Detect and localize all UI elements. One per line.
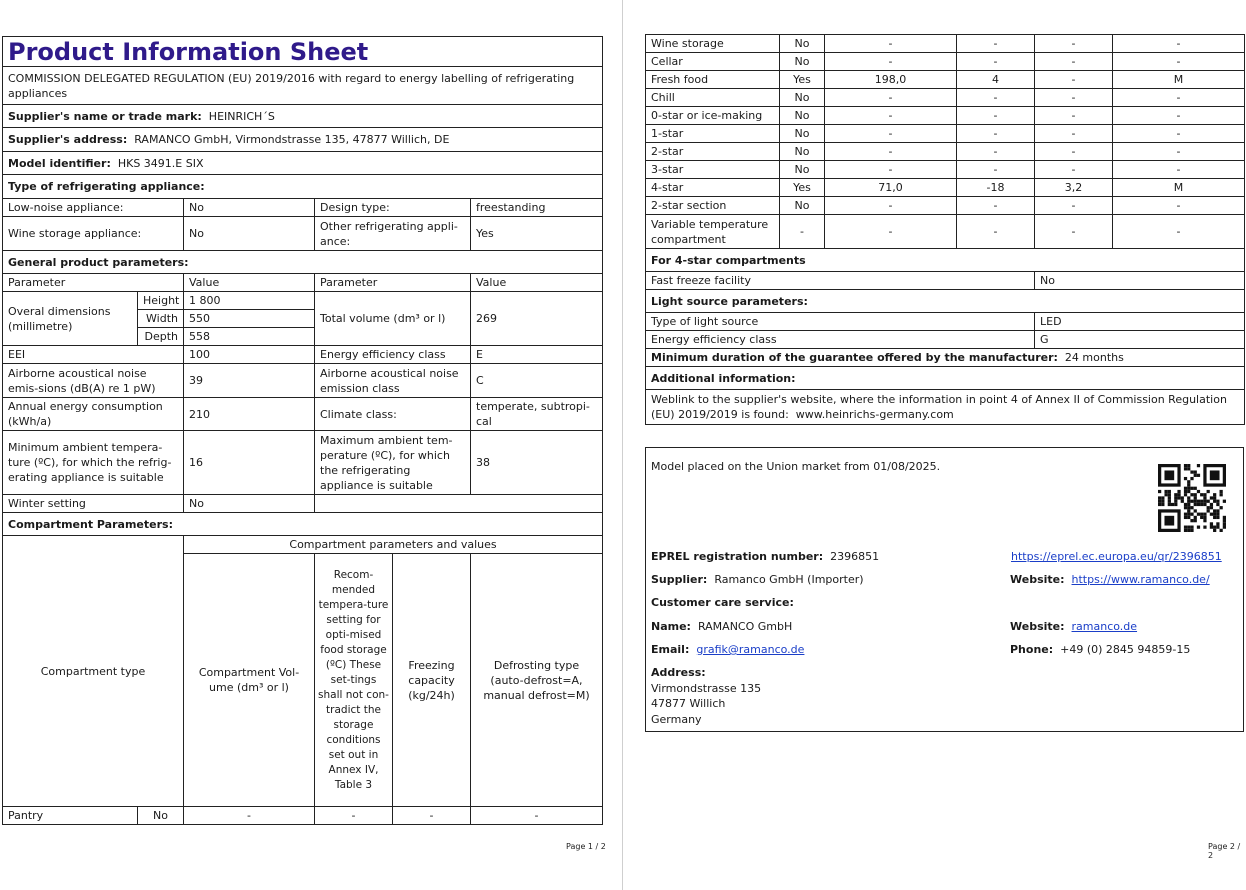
compartment-temp: - bbox=[957, 53, 1035, 71]
compartment-name: 2-star section bbox=[646, 197, 780, 215]
compartment-freezing: - bbox=[1035, 161, 1113, 179]
website-label: Website: bbox=[1010, 573, 1065, 586]
wine-storage-value: No bbox=[184, 217, 315, 251]
noise-class-value: C bbox=[471, 364, 603, 398]
compartment-name: 2-star bbox=[646, 143, 780, 161]
compartment-volume: 198,0 bbox=[825, 71, 957, 89]
compartment-temp: -18 bbox=[957, 179, 1035, 197]
compartment-defrost: - bbox=[1113, 107, 1245, 125]
guarantee-label: Minimum duration of the guarantee offered by the manufacturer: bbox=[651, 351, 1058, 364]
compartment-volume: - bbox=[825, 89, 957, 107]
compartment-volume: - bbox=[825, 107, 957, 125]
compartment-present: Yes bbox=[780, 179, 825, 197]
model-identifier-row bbox=[3, 152, 603, 175]
compartment-name: 1-star bbox=[646, 125, 780, 143]
compartment-present: No bbox=[780, 161, 825, 179]
supplier-name-label: Supplier's name or trade mark: bbox=[8, 109, 202, 123]
col-freezing-capacity: Freezing capacity (kg/24h) bbox=[393, 554, 471, 807]
compartment-freezing: - bbox=[1035, 71, 1113, 89]
compartment-present: No bbox=[780, 107, 825, 125]
fast-freeze-label: Fast freeze facility bbox=[646, 272, 1035, 290]
other-refrigerating-label: Other refrigerating appli-ance: bbox=[315, 217, 471, 251]
phone-label: Phone: bbox=[1010, 643, 1054, 656]
weblink-text: Weblink to the supplier's website, where the information in point 4 of Annex II of Commission Regulation (EU) 2019/2019 is found: bbox=[651, 393, 1227, 421]
supplier-address-label: Supplier's address: bbox=[8, 133, 128, 146]
width-value: 550 bbox=[184, 310, 315, 328]
col-recommended-temp: Recom-mended tempera-ture setting for opti-mised food storage (ºC) These set-tings shall not con-tradict the storage conditions set out in Annex IV, Table 3 bbox=[315, 554, 393, 807]
compartment-defrost: - bbox=[1113, 89, 1245, 107]
eprel-row bbox=[651, 549, 879, 564]
height-value: 1 800 bbox=[184, 292, 315, 310]
website-link[interactable]: https://www.ramanco.de/ bbox=[1071, 573, 1210, 586]
compartment-row bbox=[646, 53, 1245, 71]
eprel-link[interactable]: https://eprel.ec.europa.eu/qr/2396851 bbox=[1011, 550, 1222, 563]
compartment-temp: - bbox=[957, 161, 1035, 179]
compartment-parameters-heading: Compartment Parameters: bbox=[3, 513, 603, 536]
compartment-row bbox=[646, 143, 1245, 161]
annual-energy-label: Annual energy consumption (kWh/a) bbox=[3, 398, 184, 431]
pantry-name: Pantry bbox=[3, 807, 138, 825]
max-temp-value: 38 bbox=[471, 431, 603, 495]
noise-value: 39 bbox=[184, 364, 315, 398]
address-line-1: Virmondstrasse 135 bbox=[651, 682, 762, 695]
phone-value: +49 (0) 2845 94859-15 bbox=[1060, 643, 1191, 656]
model-identifier-value: HKS 3491.E SIX bbox=[117, 156, 204, 170]
light-type-label: Type of light source bbox=[646, 313, 1035, 331]
col-parameter-2: Parameter bbox=[315, 274, 471, 292]
winter-setting-value: No bbox=[184, 495, 315, 513]
design-type-value: freestanding bbox=[471, 199, 603, 217]
supplier-address-value: RAMANCO GmbH, Virmondstrasse 135, 47877 Willich, DE bbox=[134, 133, 450, 146]
compartment-temp: - bbox=[957, 125, 1035, 143]
compartment-row bbox=[646, 215, 1245, 249]
name-value: RAMANCO GmbH bbox=[697, 620, 793, 633]
low-noise-label: Low-noise appliance: bbox=[3, 199, 184, 217]
weblink-row bbox=[646, 390, 1245, 425]
guarantee-row bbox=[646, 349, 1245, 367]
other-refrigerating-value: Yes bbox=[471, 217, 603, 251]
compartment-name: 4-star bbox=[646, 179, 780, 197]
compartment-name: Variable temperature compartment bbox=[646, 215, 780, 249]
compartment-freezing: - bbox=[1035, 89, 1113, 107]
compartment-temp: - bbox=[957, 215, 1035, 249]
compartment-temp: - bbox=[957, 89, 1035, 107]
compartment-freezing: - bbox=[1035, 125, 1113, 143]
pantry-volume: - bbox=[184, 807, 315, 825]
compartment-freezing: - bbox=[1035, 35, 1113, 53]
winter-empty bbox=[315, 495, 603, 513]
compartment-freezing: - bbox=[1035, 53, 1113, 71]
compartment-freezing: - bbox=[1035, 143, 1113, 161]
website2-label: Website: bbox=[1010, 620, 1065, 633]
phone-row bbox=[1010, 642, 1190, 657]
col-defrosting-type: Defrosting type (auto-defrost=A, manual defrost=M) bbox=[471, 554, 603, 807]
placed-on-market-text: Model placed on the Union market from 01/08/2025. bbox=[651, 460, 941, 473]
address-line-3: Germany bbox=[651, 713, 702, 726]
page-number-1: Page 1 / 2 bbox=[566, 842, 606, 851]
compartment-present: No bbox=[780, 143, 825, 161]
depth-value: 558 bbox=[184, 328, 315, 346]
compartment-rows bbox=[646, 35, 1245, 249]
pantry-defrost: - bbox=[471, 807, 603, 825]
supplier-name-value: HEINRICH´S bbox=[208, 109, 275, 123]
compartment-name: Cellar bbox=[646, 53, 780, 71]
compartment-defrost: - bbox=[1113, 35, 1245, 53]
supplier-name-row bbox=[3, 105, 603, 128]
weblink-value: www.heinrichs-germany.com bbox=[795, 408, 954, 421]
compartment-row bbox=[646, 125, 1245, 143]
eprel-value: 2396851 bbox=[830, 550, 880, 563]
annual-energy-value: 210 bbox=[184, 398, 315, 431]
wine-storage-label: Wine storage appliance: bbox=[3, 217, 184, 251]
eei-label: EEI bbox=[3, 346, 184, 364]
page-title: Product Information Sheet bbox=[3, 37, 603, 67]
compartment-freezing: - bbox=[1035, 107, 1113, 125]
compartment-volume: - bbox=[825, 143, 957, 161]
eprel-label: EPREL registration number: bbox=[651, 550, 824, 563]
eei-value: 100 bbox=[184, 346, 315, 364]
pantry-freezing: - bbox=[393, 807, 471, 825]
col-compartment-type: Compartment type bbox=[3, 536, 184, 807]
compartment-defrost: - bbox=[1113, 143, 1245, 161]
col-compartment-volume: Compartment Vol-ume (dm³ or l) bbox=[184, 554, 315, 807]
compartment-defrost: - bbox=[1113, 161, 1245, 179]
total-volume-value: 269 bbox=[471, 292, 603, 346]
compartment-row bbox=[646, 161, 1245, 179]
supplier-label: Supplier: bbox=[651, 573, 708, 586]
compartment-defrost: M bbox=[1113, 179, 1245, 197]
total-volume-label: Total volume (dm³ or l) bbox=[315, 292, 471, 346]
compartment-freezing: 3,2 bbox=[1035, 179, 1113, 197]
compartment-row bbox=[646, 89, 1245, 107]
design-type-label: Design type: bbox=[315, 199, 471, 217]
compartment-name: 3-star bbox=[646, 161, 780, 179]
compartment-volume: - bbox=[825, 197, 957, 215]
compartment-defrost: - bbox=[1113, 215, 1245, 249]
additional-info-heading: Additional information: bbox=[646, 367, 1245, 390]
page-divider bbox=[622, 0, 623, 890]
compartment-row bbox=[646, 107, 1245, 125]
model-info-box bbox=[645, 447, 1244, 732]
page-number-2: Page 2 / 2 bbox=[1208, 842, 1241, 860]
light-class-value: G bbox=[1035, 331, 1245, 349]
pantry-temp: - bbox=[315, 807, 393, 825]
website-row bbox=[1010, 572, 1210, 587]
overall-dimensions-label: Overal dimensions (millimetre) bbox=[3, 292, 138, 346]
compartment-name: Fresh food bbox=[646, 71, 780, 89]
compartment-name: Chill bbox=[646, 89, 780, 107]
compartment-present: No bbox=[780, 125, 825, 143]
pantry-present: No bbox=[138, 807, 184, 825]
compartment-row bbox=[646, 71, 1245, 89]
max-temp-label: Maximum ambient tem-perature (ºC), for which the refrigerating appliance is suitable bbox=[315, 431, 471, 495]
compartment-name: Wine storage bbox=[646, 35, 780, 53]
compartment-temp: - bbox=[957, 107, 1035, 125]
compartment-volume: - bbox=[825, 35, 957, 53]
supplier-address-row bbox=[3, 128, 603, 152]
col-value-2: Value bbox=[471, 274, 603, 292]
compartment-present: No bbox=[780, 35, 825, 53]
ee-class-value: E bbox=[471, 346, 603, 364]
regulation-text: COMMISSION DELEGATED REGULATION (EU) 2019/2016 with regard to energy labelling of refrigerating appliances bbox=[3, 67, 603, 105]
type-heading: Type of refrigerating appliance: bbox=[3, 175, 603, 199]
light-type-value: LED bbox=[1035, 313, 1245, 331]
email-row bbox=[651, 642, 804, 657]
name-label: Name: bbox=[651, 620, 691, 633]
climate-class-label: Climate class: bbox=[315, 398, 471, 431]
compartment-defrost: - bbox=[1113, 125, 1245, 143]
ee-class-label: Energy efficiency class bbox=[315, 346, 471, 364]
climate-class-value: temperate, subtropi-cal bbox=[471, 398, 603, 431]
winter-setting-label: Winter setting bbox=[3, 495, 184, 513]
compartment-values-heading: Compartment parameters and values bbox=[184, 536, 603, 554]
customer-care-heading: Customer care service: bbox=[651, 596, 794, 609]
compartment-volume: - bbox=[825, 215, 957, 249]
general-parameters-heading: General product parameters: bbox=[3, 251, 603, 274]
col-parameter-1: Parameter bbox=[3, 274, 184, 292]
model-identifier-label: Model identifier: bbox=[8, 156, 111, 170]
min-temp-value: 16 bbox=[184, 431, 315, 495]
height-label: Height bbox=[138, 292, 184, 310]
compartment-defrost: - bbox=[1113, 197, 1245, 215]
col-value-1: Value bbox=[184, 274, 315, 292]
compartment-temp: 4 bbox=[957, 71, 1035, 89]
compartment-freezing: - bbox=[1035, 197, 1113, 215]
compartment-defrost: - bbox=[1113, 53, 1245, 71]
compartment-defrost: M bbox=[1113, 71, 1245, 89]
email-label: Email: bbox=[651, 643, 690, 656]
supplier-value: Ramanco GmbH (Importer) bbox=[714, 573, 864, 586]
compartment-row bbox=[646, 35, 1245, 53]
address-line-2: 47877 Willich bbox=[651, 697, 726, 710]
width-label: Width bbox=[138, 310, 184, 328]
guarantee-value: 24 months bbox=[1064, 351, 1124, 364]
compartment-temp: - bbox=[957, 143, 1035, 161]
noise-class-label: Airborne acoustical noise emission class bbox=[315, 364, 471, 398]
four-star-heading: For 4-star compartments bbox=[646, 249, 1245, 272]
light-class-label: Energy efficiency class bbox=[646, 331, 1035, 349]
compartment-volume: 71,0 bbox=[825, 179, 957, 197]
depth-label: Depth bbox=[138, 328, 184, 346]
qr-code-icon bbox=[1158, 464, 1226, 532]
product-info-table-page-1 bbox=[2, 36, 603, 825]
min-temp-label: Minimum ambient tempera-ture (ºC), for which the refrig-erating appliance is suitable bbox=[3, 431, 184, 495]
website2-row bbox=[1010, 619, 1137, 634]
compartment-present: No bbox=[780, 53, 825, 71]
low-noise-value: No bbox=[184, 199, 315, 217]
fast-freeze-value: No bbox=[1035, 272, 1245, 290]
supplier-row bbox=[651, 572, 864, 587]
website2-link[interactable]: ramanco.de bbox=[1071, 620, 1138, 633]
compartment-volume: - bbox=[825, 125, 957, 143]
compartment-present: - bbox=[780, 215, 825, 249]
compartment-temp: - bbox=[957, 35, 1035, 53]
address-label: Address: bbox=[651, 666, 706, 679]
compartment-present: No bbox=[780, 197, 825, 215]
name-row bbox=[651, 619, 792, 634]
light-source-heading: Light source parameters: bbox=[646, 290, 1245, 313]
compartment-volume: - bbox=[825, 53, 957, 71]
compartment-volume: - bbox=[825, 161, 957, 179]
page-1 bbox=[0, 0, 622, 890]
compartment-temp: - bbox=[957, 197, 1035, 215]
compartment-freezing: - bbox=[1035, 215, 1113, 249]
compartment-present: Yes bbox=[780, 71, 825, 89]
product-info-table-page-2 bbox=[645, 34, 1245, 425]
compartment-row bbox=[646, 179, 1245, 197]
compartment-row bbox=[646, 197, 1245, 215]
compartment-present: No bbox=[780, 89, 825, 107]
email-link[interactable]: grafik@ramanco.de bbox=[696, 643, 805, 656]
noise-label: Airborne acoustical noise emis-sions (dB(A) re 1 pW) bbox=[3, 364, 184, 398]
compartment-name: 0-star or ice-making bbox=[646, 107, 780, 125]
